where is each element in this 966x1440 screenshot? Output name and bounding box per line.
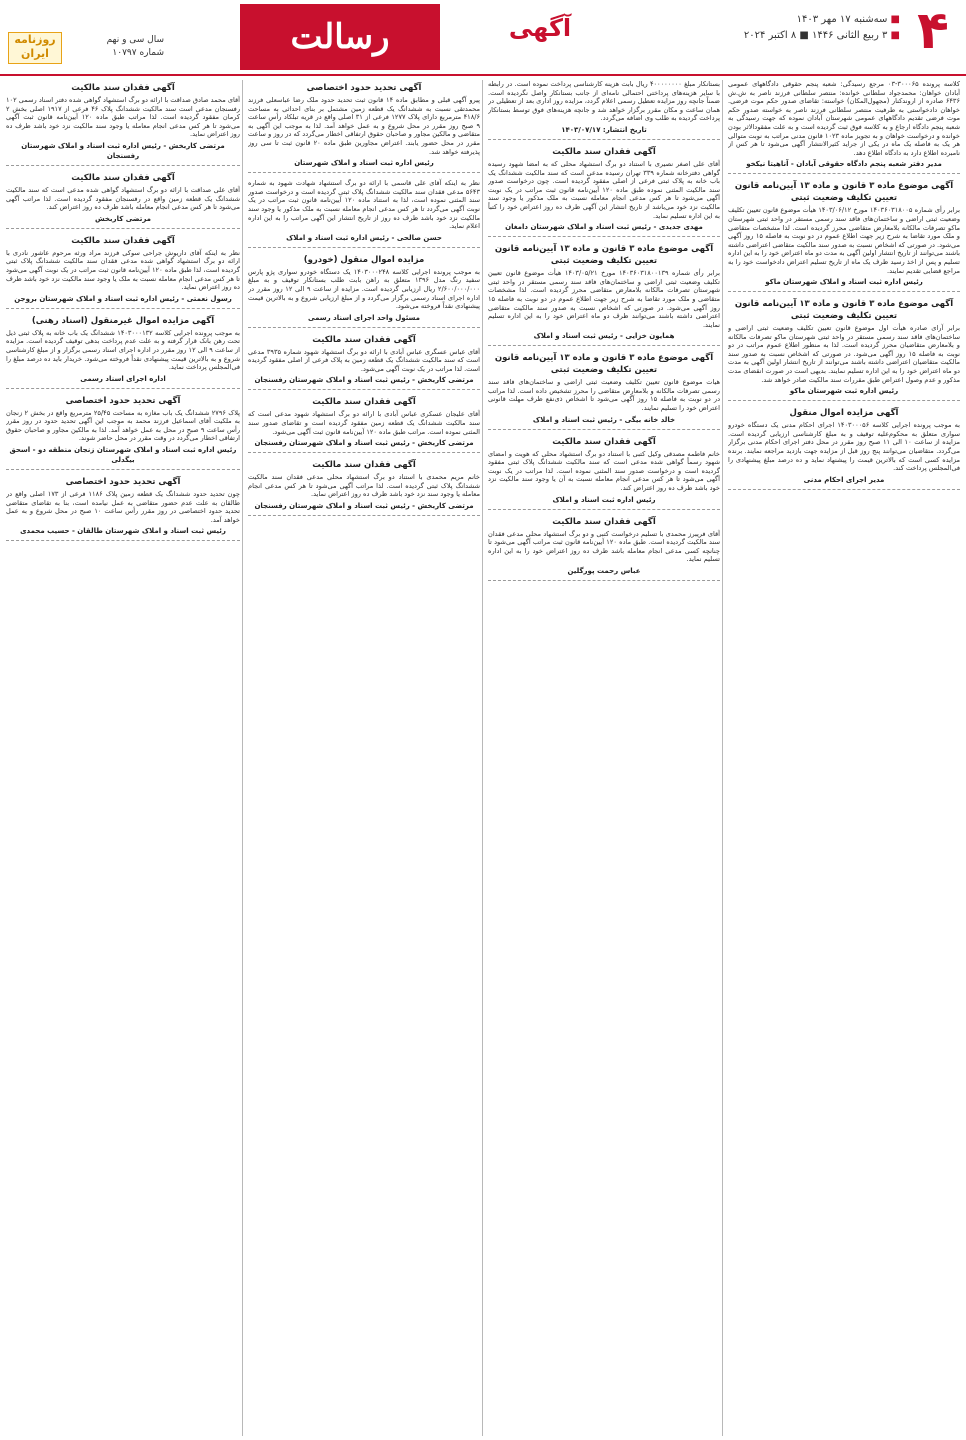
notice-title: آگهی فقدان سند مالکیت — [71, 83, 175, 93]
notice-body: برابر رأی شماره ۱۴۰۳۶۰۳۱۸۰۰۵ مورخ ۱۴۰۳/۰۶/۱۲ هیأت موضوع قانون تعیین تکلیف وضعیت ثبتی اراضی و ساختمان‌های فاقد سند رسمی مستقر در واحد ثبتی شهرستان ماکو تصرفات مالکانه بلامعارض متقاضی محرز گردیده است. لذا مشخصات متقاضی و ملک مورد تقاضا به شرح زیر جهت اطلاع عموم در دو نوبت به فاصله ۱۵ روز آگهی می‌شود. در صورتی که اشخاص نسبت به صدور سند مالکیت متقاضی اعتراضی داشته باشند می‌توانند از تاریخ انتشار اولین آگهی به مدت دو ماه اعتراض خود را به این اداره تسلیم و پس از اخذ رسید ظرف یک ماه از تاریخ تسلیم اعتراض دادخواست خود را به مراجع قضایی تقدیم نمایند. — [728, 206, 960, 275]
legal-notice — [488, 436, 720, 510]
notice-signature: مسئول واحد اجرای اسناد رسمی — [307, 313, 421, 322]
legal-notice — [6, 476, 240, 541]
notice-signature: عباس رحمت پورگلین — [567, 567, 641, 575]
issue-block — [64, 34, 164, 60]
notice-signature: همایون خزایی - رئیس ثبت اسناد و املاک — [533, 332, 675, 341]
notice-title: آگهی فقدان سند مالکیت — [71, 172, 175, 183]
legal-notice — [488, 146, 720, 237]
newspaper-logo: رسالت — [240, 4, 440, 70]
legal-notice — [248, 459, 480, 516]
bullet-icon: ■ — [887, 30, 900, 41]
column-2 — [488, 80, 720, 1436]
notice-title: آگهی موضوع ماده ۳ قانون و ماده ۱۳ آیین‌نامه قانون تعیین تکلیف وضعیت ثبتی — [734, 299, 954, 322]
legal-notice — [488, 80, 720, 140]
legal-notice — [728, 298, 960, 401]
legal-notice — [728, 80, 960, 174]
notice-signature: مرتضی کاربخش - رئیس ثبت اسناد و املاک شهرستان رفسنجان — [254, 376, 474, 385]
notice-signature: مرتضی کاربخش — [94, 214, 152, 223]
notice-signature: مدیر دفتر شعبه پنجم دادگاه حقوقی آبادان - آناهیتا نیکخو — [746, 160, 942, 169]
notice-body: نظر به اینکه آقای داریوش جراحی سوکی فرزند مراد ورثه مرحوم عاشور نادری با ارائه دو برگ استشهاد گواهی شده مدعی فقدان سند مالکیت ششدانگ پلاک ثبتی گردیده است، لذا طبق ماده ۱۲۰ آیین‌نامه قانون ثبت مراتب در یک نوبت آگهی می‌شود تا هر کس مدعی انجام معامله نسبت به ملک یا وجود سند مالکیت نزد خود باشد ظرف ده روز اعتراض نماید. — [6, 248, 240, 292]
notice-signature: رئیس ثبت اسناد و املاک شهرستان طالقان - حسیب محمدی — [20, 527, 226, 536]
notice-body: آقای علی صداقت با ارائه دو برگ استشهاد گواهی شده مدعی است که سند مالکیت ششدانگ یک قطعه زمین واقع در رفسنجان مفقود گردیده است. لذا مراتب آگهی می‌شود تا هر کس مدعی انجام معامله باشد ظرف ده روز اعتراض کند. — [6, 185, 240, 212]
legal-notice — [6, 315, 240, 389]
notice-title: آگهی فقدان سند مالکیت — [312, 334, 416, 345]
legal-notice — [6, 172, 240, 229]
legal-notice — [488, 243, 720, 346]
notice-signature: رسول نعمتی - رئیس اداره ثبت اسناد و املاک شهرستان بروجن — [14, 294, 232, 303]
notice-title: آگهی فقدان سند مالکیت — [71, 235, 175, 246]
notice-title: آگهی موضوع ماده ۳ قانون و ماده ۱۳ آیین‌نامه قانون تعیین تکلیف وضعیت ثبتی — [494, 244, 714, 267]
section-title: آگهی — [508, 14, 572, 42]
newspaper-header — [0, 0, 966, 76]
notice-signature: مرتضی کاربخش - رئیس اداره ثبت اسناد و املاک شهرستان رفسنجان — [21, 141, 225, 160]
issue-line-2: شماره ۱۰۷۹۷ — [112, 48, 164, 58]
column-3 — [248, 80, 480, 1436]
legal-notice — [6, 235, 240, 309]
column-1 — [728, 80, 960, 1436]
notice-signature: مدیر اجرای احکام مدنی — [803, 475, 885, 484]
notice-signature: مهدی جدیدی - رئیس ثبت اسناد و املاک شهرستان دامغان — [505, 223, 703, 232]
notice-title: مزایده اموال منقول (خودرو) — [303, 254, 425, 265]
legal-notice — [248, 179, 480, 248]
page-number: ۴ — [917, 1, 949, 61]
notice-title: آگهی تحدید حدود اختصاصی — [306, 83, 422, 93]
legal-notice — [488, 516, 720, 581]
legal-notice — [248, 254, 480, 328]
legal-notice — [488, 352, 720, 429]
notice-body: آقای علی اصغر نصیری با استناد دو برگ استشهاد محلی که به امضا شهود رسیده گواهی دفترخانه شماره ۳۳۹ تهران رسیده مدعی است که سند مالکیت ششدانگ یک باب خانه به پلاک ثبتی فرعی از اصلی مفقود گردیده است. چون درخواست صدور سند مالکیت المثنی نموده طبق ماده ۱۲۰ آیین‌نامه قانون ثبت مراتب در یک نوبت آگهی می‌شود تا هر کس مدعی انجام معامله نسبت به ملک مذکور یا وجود سند مالکیت نزد خود می‌باشد از تاریخ انتشار این آگهی ظرف ده روز اعتراض خود را کتباً به این اداره تسلیم نماید. — [488, 159, 720, 220]
legal-notice — [248, 334, 480, 391]
legal-notice — [728, 180, 960, 292]
notice-body: خانم مریم محمدی با استناد دو برگ استشهاد محلی مدعی فقدان سند مالکیت ششدانگ پلاک ثبتی گردیده است. لذا مراتب آگهی می‌شود تا هر کس مدعی انجام معامله یا وجود سند نزد خود باشد ظرف ده روز اعتراض نماید. — [248, 473, 480, 499]
notice-body: پیرو آگهی قبلی و مطابق ماده ۱۴ قانون ثبت تحدید حدود ملک رضا عباسعلی فرزند محمدتقی نسبت به ششدانگ یک قطعه زمین مشتمل بر بنای احداثی به مساحت ۴۱۸/۶ مترمربع دارای پلاک ۱۲۷۷ فرعی از ۳۱ اصلی واقع در قریه تبلکاد رأس ساعت ۹ صبح روز مقرر در محل شروع و به عمل خواهد آمد. لذا به موجب این آگهی به متقاضی و مالکین مجاور و صاحبان حقوق ارتفاقی اخطار می‌گردد که در روز و ساعت مقرر در محل حضور یابند. اعتراض مجاورین طبق ماده ۲۰ قانون ثبت تا سی روز پذیرفته خواهد شد. — [248, 96, 480, 156]
date-line-1: سه‌شنبه ۱۷ مهر ۱۴۰۳ — [796, 14, 888, 25]
notice-title: آگهی تحدید حدود اختصاصی — [65, 477, 181, 488]
notice-title: آگهی فقدان سند مالکیت — [312, 397, 416, 408]
notice-signature: رئیس اداره ثبت اسناد و املاک شهرستان زنجان منطقه دو - اسحق بیگدلی — [9, 446, 237, 465]
notice-signature: رئیس اداره ثبت اسناد و املاک شهرستان — [294, 159, 434, 168]
notice-body: به موجب پرونده اجرایی کلاسه ۱۴۰۳۰۰۰۲۴۸ یک دستگاه خودرو سواری پژو پارس سفید رنگ مدل ۱۳۹۶ متعلق به راهن بابت طلب بستانکار توقیف و به مبلغ ۲/۶۰۰/۰۰۰/۰۰۰ ریال ارزیابی گردیده است. مزایده از ساعت ۹ الی ۱۲ روز مقرر در اداره اجرای اسناد رسمی برگزار می‌گردد و از مبلغ ارزیابی شروع و به بالاترین قیمت پیشنهادی نقداً فروخته می‌شود. — [248, 267, 480, 311]
ads-columns — [0, 80, 966, 1436]
legal-notice — [6, 82, 240, 166]
notice-body: برابر رأی شماره ۱۴۰۳۶۰۳۱۸۰۰۱۳۹ مورخ ۱۴۰۳/۰۵/۲۱ هیأت موضوع قانون تعیین تکلیف وضعیت ثبتی اراضی و ساختمان‌های فاقد سند رسمی مستقر در واحد ثبتی شهرستان تصرفات مالکانه بلامعارض متقاضی محرز گردیده است. لذا مشخصات متقاضی و ملک مورد تقاضا به شرح زیر جهت اطلاع عموم در دو نوبت به فاصله ۱۵ روز آگهی می‌شود. در صورتی که اشخاص نسبت به صدور سند مالکیت متقاضی اعتراضی داشته باشند می‌توانند ظرف دو ماه اعتراض خود را به این اداره تسلیم نمایند. — [488, 269, 720, 329]
notice-title: آگهی فقدان سند مالکیت — [552, 146, 656, 157]
notice-title: آگهی فقدان سند مالکیت — [312, 460, 416, 471]
notice-body: خانم فاطمه مصدقی وکیل کتبی با استناد دو برگ استشهاد محلی که هویت و امضای شهود رسماً گواهی شده مدعی است که سند مالکیت ششدانگ پلاک ثبتی مفقود گردیده است و درخواست صدور سند المثنی نموده است. لذا مراتب در یک نوبت آگهی می‌شود تا هر کس مدعی انجام معامله نسبت به آن یا وجود سند مالکیت نزد خود باشد ظرف ده روز اعتراض کند. — [488, 449, 720, 493]
notice-signature: رئیس اداره ثبت اسناد و املاک شهرستان ماکو — [765, 278, 923, 287]
notice-title: آگهی مزایده اموال منقول — [789, 408, 899, 419]
notice-title: آگهی موضوع ماده ۳ قانون و ماده ۱۳ آیین‌نامه قانون تعیین تکلیف وضعیت ثبتی — [734, 181, 954, 204]
notice-body: چون تحدید حدود ششدانگ یک قطعه زمین پلاک ۱۱۸۶ فرعی از ۱۷۳ اصلی واقع در طالقان به علت عدم حضور متقاضی به عمل نیامده است، بنا به تقاضای متقاضی تحدید حدود اختصاصی در روز مقرر رأس ساعت ۱۰ صبح در محل شروع و به عمل خواهد آمد. — [6, 490, 240, 524]
legal-notice — [6, 395, 240, 470]
notice-body: به موجب پرونده اجرایی کلاسه ۱۴۰۳۰۰۰۵۶ اجرای احکام مدنی یک دستگاه خودرو سواری متعلق به محکوم‌علیه توقیف و به مبلغ کارشناسی ارزیابی گردیده است. مزایده از ساعت ۱۰ الی ۱۱ صبح روز مقرر در محل دفتر اجرای احکام مدنی برگزار می‌گردد. متقاضیان می‌توانند پنج روز قبل از مزایده جهت بازدید مراجعه نمایند. برنده مزایده کسی است که بالاترین قیمت را پیشنهاد نماید و ده درصد مبلغ پیشنهادی را فی‌المجلس پرداخت کند. — [728, 421, 960, 473]
notice-signature: رئیس اداره ثبت شهرستان ماکو — [789, 387, 899, 396]
notice-signature: حسن صالحی - رئیس اداره ثبت اسناد و املاک — [286, 233, 442, 242]
column-4 — [6, 80, 240, 1436]
notice-signature: اداره اجرای اسناد رسمی — [80, 374, 166, 383]
bullet-icon: ■ — [887, 14, 900, 25]
notice-title: آگهی فقدان سند مالکیت — [552, 436, 656, 447]
notice-body: هیات موضوع قانون تعیین تکلیف وضعیت ثبتی اراضی و ساختمان‌های فاقد سند رسمی تصرفات مالکانه و بلامعارض متقاضی را محرز تشخیص داده است. لذا مراتب در دو نوبت به فاصله ۱۵ روز آگهی می‌شود تا اشخاص ذی‌نفع ظرف مهلت قانونی اعتراض خود را تسلیم نمایند. — [488, 378, 720, 413]
notice-signature: تاریخ انتشار: ۱۴۰۳/۰۷/۱۷ — [561, 125, 647, 134]
notice-title: آگهی فقدان سند مالکیت — [552, 516, 656, 527]
legal-notice — [728, 407, 960, 490]
mini-logo: روزنامه ایران — [8, 32, 62, 64]
date-block — [730, 12, 900, 44]
notice-body: برابر آرای صادره هیأت اول موضوع قانون تعیین تکلیف وضعیت ثبتی اراضی و ساختمان‌های فاقد سند رسمی مستقر در واحد ثبتی شهرستان ماکو تصرفات مالکانه و بلامعارض متقاضیان محرز گردیده است. لذا به منظور اطلاع عموم مراتب در دو نوبت به فاصله ۱۵ روز آگهی می‌شود. در صورتی که اشخاص نسبت به صدور سند مالکیت متقاضیان اعتراضی داشته باشند می‌توانند از تاریخ انتشار اولین آگهی به مدت دو ماه اعتراض خود را به این اداره تسلیم نمایند. بدیهی است در صورت انقضای مدت مذکور و عدم وصول اعتراض طبق مقررات سند مالکیت صادر خواهد شد. — [728, 324, 960, 384]
notice-title: آگهی تحدید حدود اختصاصی — [65, 395, 181, 406]
legal-notice — [248, 82, 480, 173]
notice-body: آقای عباس عسگری عباس آبادی با ارائه دو برگ استشهاد شهود شماره ۳۹۳۵ مدعی است که سند مالکیت ششدانگ یک قطعه زمین به پلاک فرعی از اصلی مفقود گردیده است. لذا مراتب در یک نوبت آگهی می‌شود. — [248, 347, 480, 373]
date-line-2: ۳ ربیع الثانی ۱۴۴۶ ■ ۸ اکتبر ۲۰۲۴ — [743, 30, 888, 41]
notice-body: کلاسه پرونده ۳۰۰۰۶۵-۰۳ مرجع رسیدگی: شعبه پنجم حقوقی دادگاههای عمومی آبادان خواهان: محمدجواد سلطانی خوانده: منتصر سلطانی فرزند ناصر به ش.ش ۶۴۳۶ صادره از اروندکنار (مجهول‌المکان) خواسته: تقاضای صدور حکم موت فرضی. خواهان دادخواستی به طرفیت منتصر سلطانی فرزند ناصر به خواسته صدور حکم موت فرضی تقدیم دادگاههای عمومی شهرستان آبادان نموده که جهت رسیدگی به شعبه پنجم دادگاه ارجاع و به کلاسه فوق ثبت گردیده است و به علت مفقودالاثر بودن خوانده و درخواست خواهان و به تجویز ماده ۱۰۲۳ قانون مدنی مراتب به نوبت متوالی هر یک به فاصله یک ماه در یکی از جراید کثیرالانتشار آگهی می‌شود تا هر کس از نامبرده اطلاع دارد به دادگاه اطلاع دهد. — [728, 80, 960, 157]
notice-body: آقای محمد صادق صداقت با ارائه دو برگ استشهاد گواهی شده دفتر اسناد رسمی ۱۰۲ رفسنجان مدعی است سند مالکیت ششدانگ پلاک ۴۶ فرعی از ۱۹۱۷ اصلی بخش ۲ کرمان مفقود گردیده است. لذا مراتب طبق ماده ۱۲۰ آیین‌نامه قانون ثبت آگهی می‌شود تا هر کس مدعی انجام معامله یا وجود سند مالکیت نزد خود باشد ظرف ده روز اعتراض نماید. — [6, 96, 240, 139]
notice-title: آگهی موضوع ماده ۳ قانون و ماده ۱۳ آیین‌نامه قانون تعیین تکلیف وضعیت ثبتی — [494, 353, 714, 376]
issue-line-1: سال سی و نهم — [106, 35, 164, 45]
notice-body: آقای فریبرز محمدی با تسلیم درخواست کتبی و دو برگ استشهاد محلی مدعی فقدان سند مالکیت گردیده است. طبق ماده ۱۲۰ آیین‌نامه قانون ثبت مراتب آگهی می‌شود تا چنانچه کسی مدعی انجام معامله باشد ظرف ده روز اعتراض خود را به این اداره تسلیم نماید. — [488, 529, 720, 564]
notice-title: آگهی مزایده اموال غیرمنقول (اسناد رهنی) — [31, 315, 215, 326]
notice-signature: خالد خانه بیگی - رئیس ثبت اسناد و املاک — [532, 415, 676, 424]
notice-body: آقای علیجان عسکری عباس آبادی با ارائه دو برگ استشهاد شهود مدعی است که سند مالکیت ششدانگ یک قطعه زمین مفقود گردیده است و تقاضای صدور سند المثنی نموده است. مراتب طبق ماده ۱۲۰ آیین‌نامه قانون ثبت آگهی می‌شود. — [248, 410, 480, 436]
legal-notice — [248, 396, 480, 453]
notice-signature: رئیس اداره ثبت اسناد و املاک — [552, 495, 656, 504]
notice-signature: مرتضی کاربخش - رئیس ثبت اسناد و املاک شهرستان رفسنجان — [254, 502, 474, 511]
notice-body: بستانکار مبلغ ۴۰۰۰۰۰۰۰۰ ریال بابت هزینه کارشناسی پرداخت نموده است. در رابطه با سایر هزینه‌های پرداختی احتمالی نامه‌ای از جانب بستانکار واصل نگردیده است. ضمناً جانچه روز مزایده تعطیل رسمی اعلام گردد، مزایده روز اداری بعد از تعطیلی در همان ساعت و مکان مقرر برگزار خواهد شد و جانچه هزینه‌های فوق توسط بستانکار پرداخت گردیده به طلب وی اضافه می‌گردد. — [488, 80, 720, 123]
notice-body: نظر به اینکه آقای علی قاسمی با ارائه دو برگ استشهاد شهادت شهود به شماره ۵۶۴۳ مدعی فقدان سند مالکیت ششدانگ پلاک ثبتی گردیده است و درخواست صدور سند المثنی نموده است، لذا به استناد ماده ۱۲۰ آیین‌نامه قانون ثبت مراتب در یک نوبت آگهی می‌گردد تا هر کس مدعی انجام معامله نسبت به ملک مذکور یا وجود سند مالکیت نزد خود باشد ظرف ده روز از تاریخ انتشار این آگهی مراتب را به این اداره اعلام نماید. — [248, 179, 480, 231]
notice-body: به موجب پرونده اجرایی کلاسه ۱۴۰۳۰۰۰۱۳۲ ششدانگ یک باب خانه به پلاک ثبتی ذیل تحت رهن بانک قرار گرفته و به علت عدم پرداخت بدهی توقیف گردیده است. مزایده از ساعت ۹ الی ۱۲ روز مقرر در اداره اجرای اسناد رسمی برگزار و از مبلغ کارشناسی شروع و به بالاترین قیمت پیشنهادی نقداً فروخته می‌شود. خریدار باید ده درصد مبلغ را فی‌المجلس پرداخت نماید. — [6, 328, 240, 372]
notice-signature: مرتضی کاربخش - رئیس ثبت اسناد و املاک شهرستان رفسنجان — [254, 439, 474, 448]
notice-body: پلاک ۲۷۹۶ ششدانگ یک باب مغازه به مساحت ۲۵/۴۵ مترمربع واقع در بخش ۲ زنجان به ملکیت آقای اسماعیل فرزند محمد به موجب این آگهی تحدید حدود در روز مقرر رأس ساعت ۹ صبح در محل به عمل خواهد آمد. لذا به مالکین مجاور و صاحبان حقوق ارتفاقی اخطار می‌گردد در وقت مقرر در محل حاضر شوند. — [6, 408, 240, 443]
